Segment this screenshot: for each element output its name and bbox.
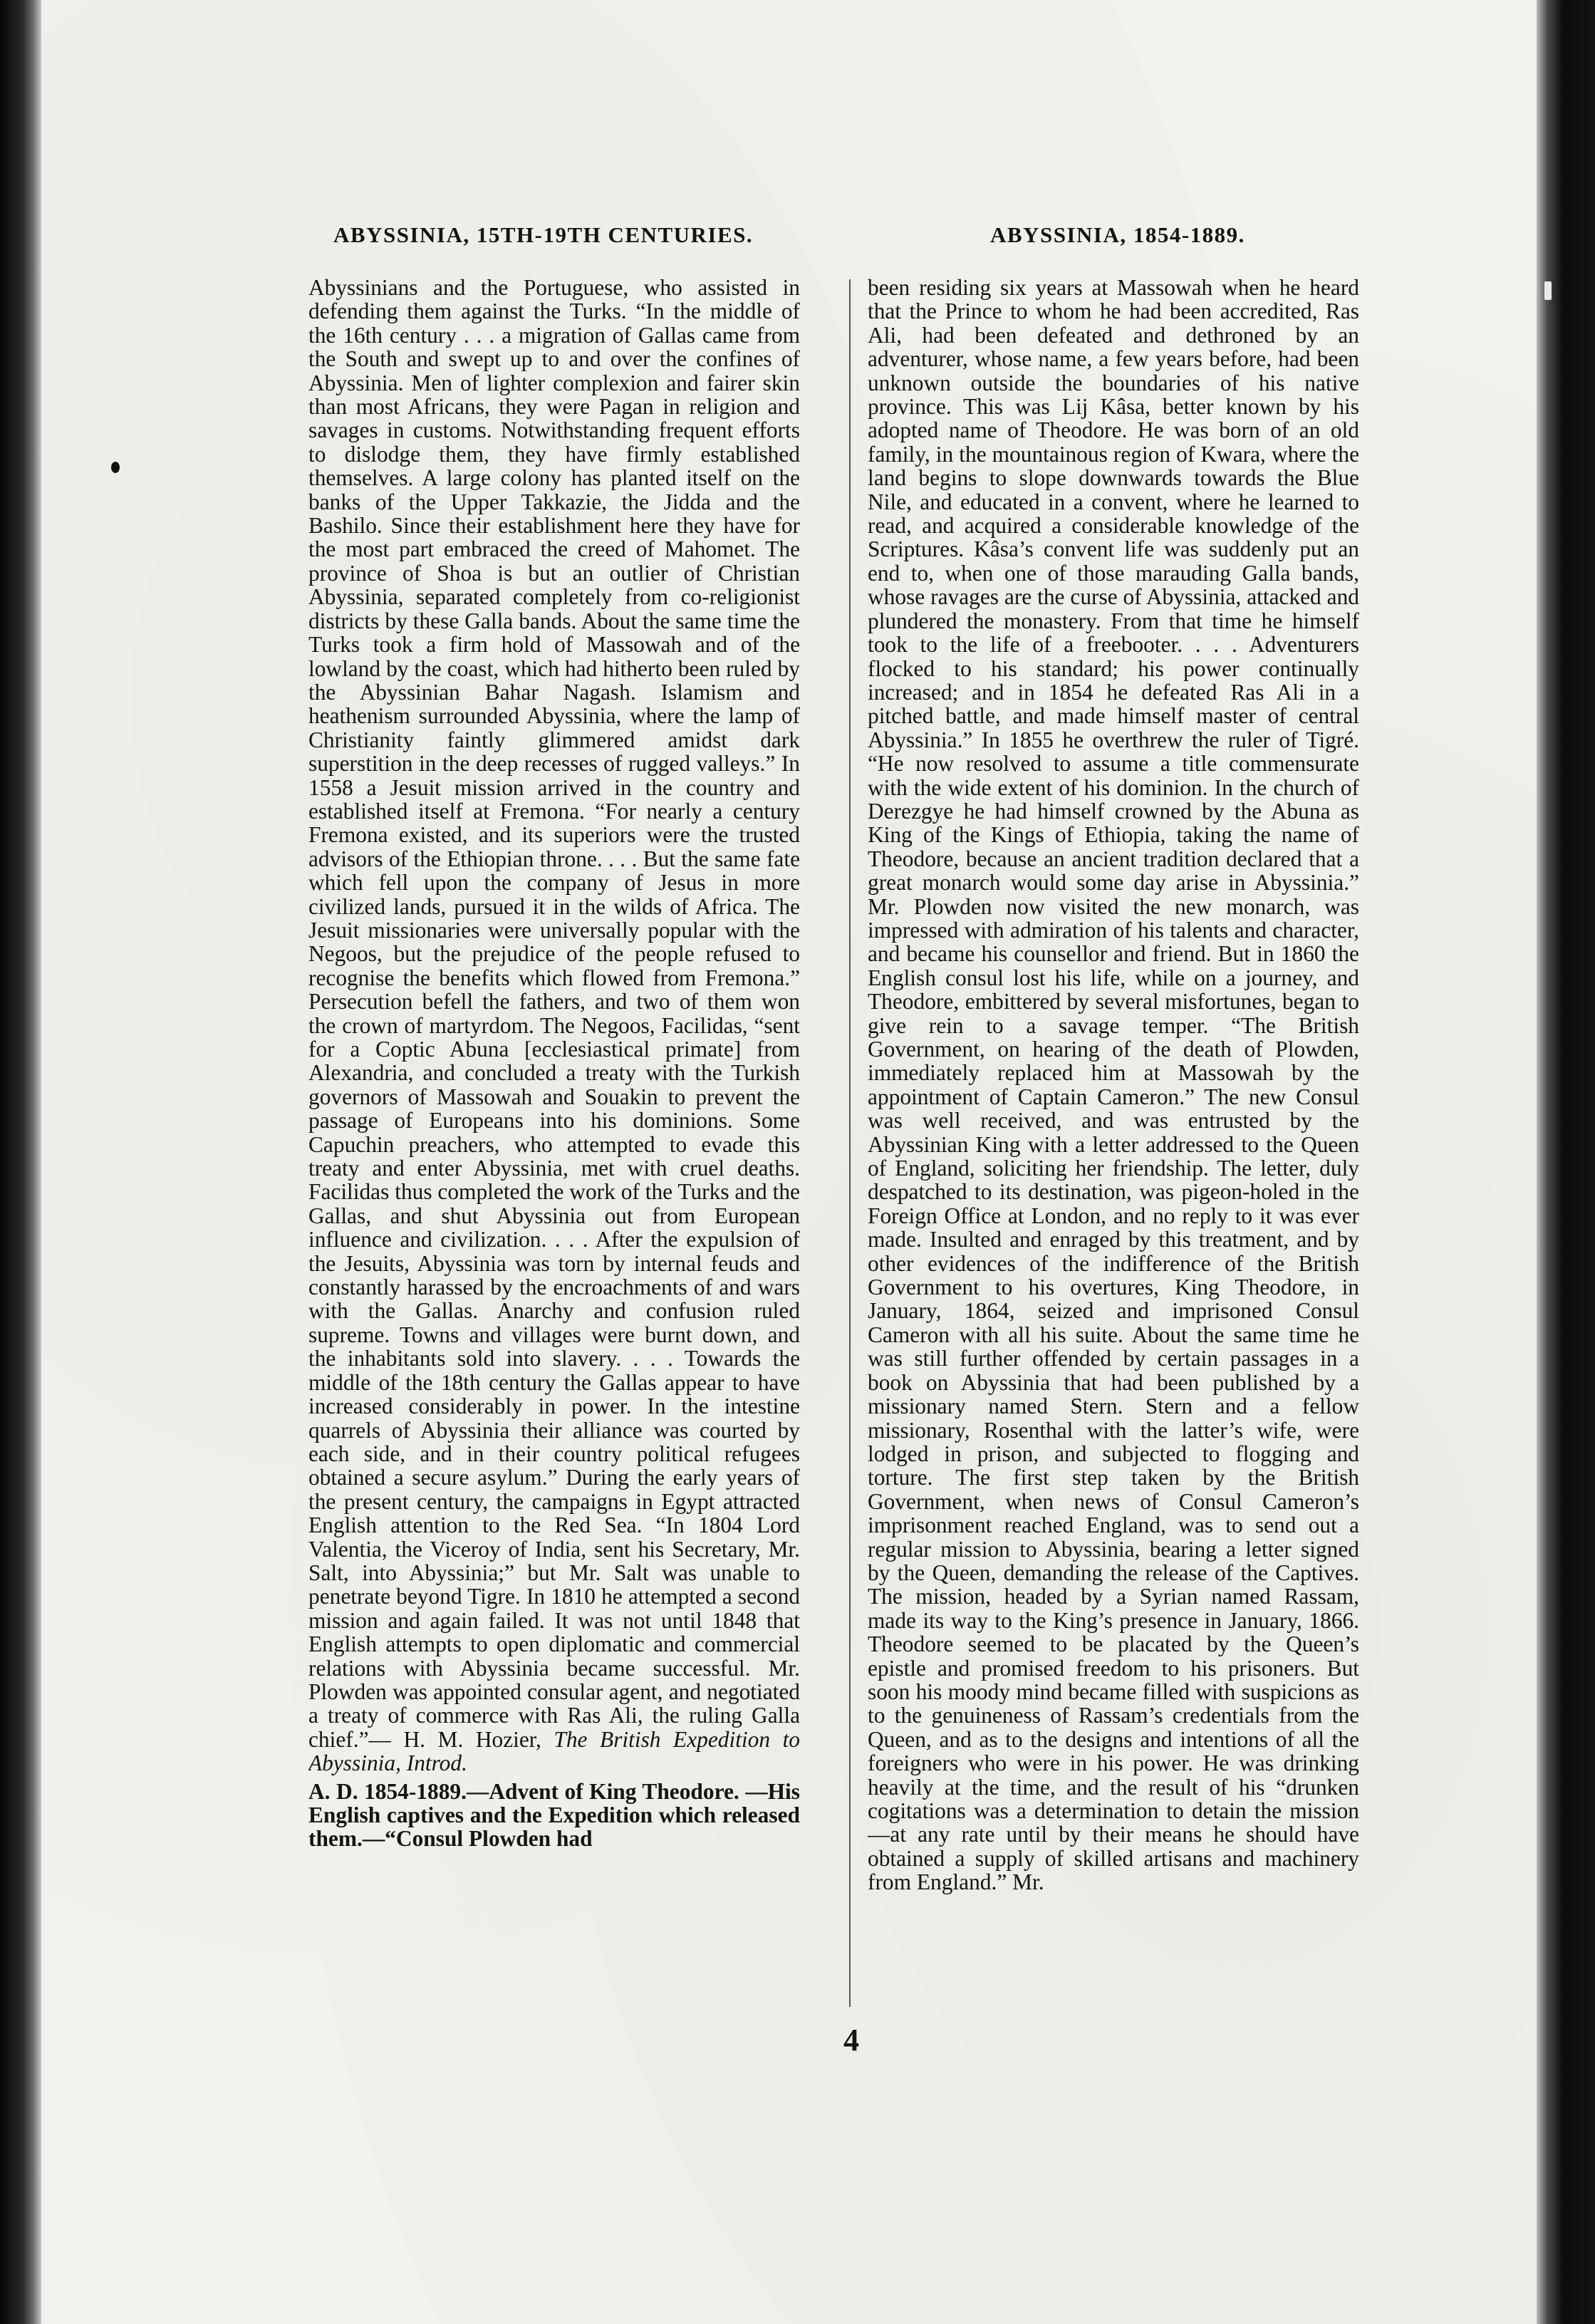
running-head-left: ABYSSINIA, 15TH-19TH CENTURIES. <box>333 222 754 247</box>
citation-author: H. M. Hozier, <box>403 1726 554 1752</box>
ink-speck <box>111 462 120 473</box>
column-divider <box>849 279 851 2007</box>
section-heading: A. D. 1854-1889.—Advent of King Theodore. —His English captives and the Expedition which released them. <box>308 1778 800 1852</box>
section-entry <box>308 1780 800 1851</box>
left-paragraph-text: Abyssinians and the Portuguese, who assisted in defending them against the Turks. “In the middle of the 16th century . . . a migration of Gallas came from the South and swept up to and over the confines of Abyssinia. Men of lighter complexion and fairer skin than most Africans, they were Pagan in religion and savages in customs. Notwithstanding frequent efforts to dislodge them, they have firmly established themselves. A large colony has planted itself on the banks of the Upper Takkazie, the Jidda and the Bashilo. Since their establishment here they have for the most part embraced the creed of Mahomet. The province of Shoa is but an outlier of Christian Abyssinia, separated completely from co-religionist districts by these Galla bands. About the same time the Turks took a firm hold of Massowah and of the lowland by the coast, which had hitherto been ruled by the Abyssinian Bahar Nagash. Islamism and heathenism surrounded Abyssinia, where the lamp of Christianity faintly glimmered amidst dark superstition in the deep recesses of rugged valleys.” In 1558 a Jesuit mission arrived in the country and established itself at Fremona. “For nearly a century Fremona existed, and its superiors were the trusted advisors of the Ethiopian throne. . . . But the same fate which fell upon the company of Jesus in more civilized lands, pursued it in the wilds of Africa. The Jesuit missionaries were universally popular with the Negoos, but the prejudice of the people refused to recognise the benefits which flowed from Fremona.” Persecution befell the fathers, and two of them won the crown of martyrdom. The Negoos, Facilidas, “sent for a Coptic Abuna [ecclesiastical primate] from Alexandria, and concluded a treaty with the Turkish governors of Massowah and Souakin to prevent the passage of Europeans into his dominions. Some Capuchin preachers, who attempted to evade this treaty and enter Abyssinia, met with cruel deaths. Facilidas thus completed the work of the Turks and the Gallas, and shut Abyssinia out from European influence and civilization. . . . After the expulsion of the Jesuits, Abyssinia was torn by internal feuds and constantly harassed by the encroachments of and wars with the Gallas. Anarchy and confusion ruled supreme. Towns and villages were burnt down, and the inhabitants sold into slavery. . . . Towards the middle of the 18th century the Gallas appear to have increased considerably in power. In the intestine quarrels of Abyssinia their alliance was courted by each side, and in their country political refugees obtained a secure asylum.” During the early years of the present century, the campaigns in Egypt attracted English attention to the Red Sea. “In 1804 Lord Valentia, the Viceroy of India, sent his Secretary, Mr. Salt, into Abyssinia;” but Mr. Salt was unable to penetrate beyond Tigre. In 1810 he attempted a second mission and again failed. It was not until 1848 that English attempts to open diplomatic and commercial relations with Abyssinia became successful. Mr. Plowden was appointed consular agent, and negotiated a treaty of commerce with Ras Ali, the ruling Galla chief.”— <box>308 276 800 1752</box>
citation-title: The British Expedition to Abyssinia, Introd. <box>308 1726 800 1776</box>
scan-left-edge <box>0 0 41 2324</box>
edge-mark <box>1544 281 1552 300</box>
right-column <box>868 276 1359 2007</box>
section-heading-tail: —“Consul Plowden had <box>362 1826 593 1852</box>
running-head-right: ABYSSINIA, 1854-1889. <box>990 222 1245 247</box>
left-column <box>308 276 800 2007</box>
right-paragraph <box>868 276 1359 1894</box>
scan-right-edge <box>1537 0 1595 2324</box>
page-number: 4 <box>843 2023 859 2058</box>
right-paragraph-text: been residing six years at Massowah when he heard that the Prince to whom he had been accredited, Ras Ali, had been defeated and dethroned by an adventurer, whose name, a few years before, had been unknown outside the boundaries of his native province. This was Lij Kâsa, better known by his adopted name of Theodore. He was born of an old family, in the mountainous region of Kwara, where the land begins to slope downwards towards the Blue Nile, and educated in a convent, where he learned to read, and acquired a considerable knowledge of the Scriptures. Kâsa’s convent life was suddenly put an end to, when one of those marauding Galla bands, whose ravages are the curse of Abyssinia, attacked and plundered the monastery. From that time he himself took to the life of a freebooter. . . . Adventurers flocked to his standard; his power continually increased; and in 1854 he defeated Ras Ali in a pitched battle, and made himself master of central Abyssinia.” In 1855 he overthrew the ruler of Tigré. “He now resolved to assume a title commensurate with the wide extent of his dominion. In the church of Derezgye he had himself crowned by the Abuna as King of the Kings of Ethiopia, taking the name of Theodore, because an ancient tradition declared that a great monarch would some day arise in Abyssinia.” Mr. Plowden now visited the new monarch, was impressed with admiration of his talents and character, and became his counsellor and friend. But in 1860 the English consul lost his life, while on a journey, and Theodore, embittered by several misfortunes, began to give rein to a savage temper. “The British Government, on hearing of the death of Plowden, immediately replaced him at Massowah by the appointment of Captain Cameron.” The new Consul was well received, and was entrusted by the Abyssinian King with a letter addressed to the Queen of England, soliciting her friendship. The letter, duly despatched to its destination, was pigeon-holed in the Foreign Office at London, and no reply to it was ever made. Insulted and enraged by this treatment, and by other evidences of the indifference of the British Government to his overtures, King Theodore, in January, 1864, seized and imprisoned Consul Cameron with all his suite. About the same time he was still further offended by certain passages in a book on Abyssinia that had been published by a missionary named Stern. Stern and a fellow missionary, Rosenthal with the latter’s wife, were lodged in prison, and subjected to flogging and torture. The first step taken by the British Government, when news of Consul Cameron’s imprisonment reached England, was to send out a regular mission to Abyssinia, bearing a letter signed by the Queen, demanding the release of the Captives. The mission, headed by a Syrian named Rassam, made its way to the King’s presence in January, 1866. Theodore seemed to be placated by the Queen’s epistle and promised freedom to his prisoners. But soon his moody mind became filled with suspicions as to the genuineness of Rassam’s credentials from the Queen, and as to the designs and intentions of all the foreigners who were in his power. He was drinking heavily at the time, and the result of his “drunken cogitations was a determination to detain the mission—at any rate until by their means he should have obtained a supply of skilled artisans and machinery from England.” Mr. <box>868 276 1359 1895</box>
left-paragraph <box>308 276 800 1775</box>
